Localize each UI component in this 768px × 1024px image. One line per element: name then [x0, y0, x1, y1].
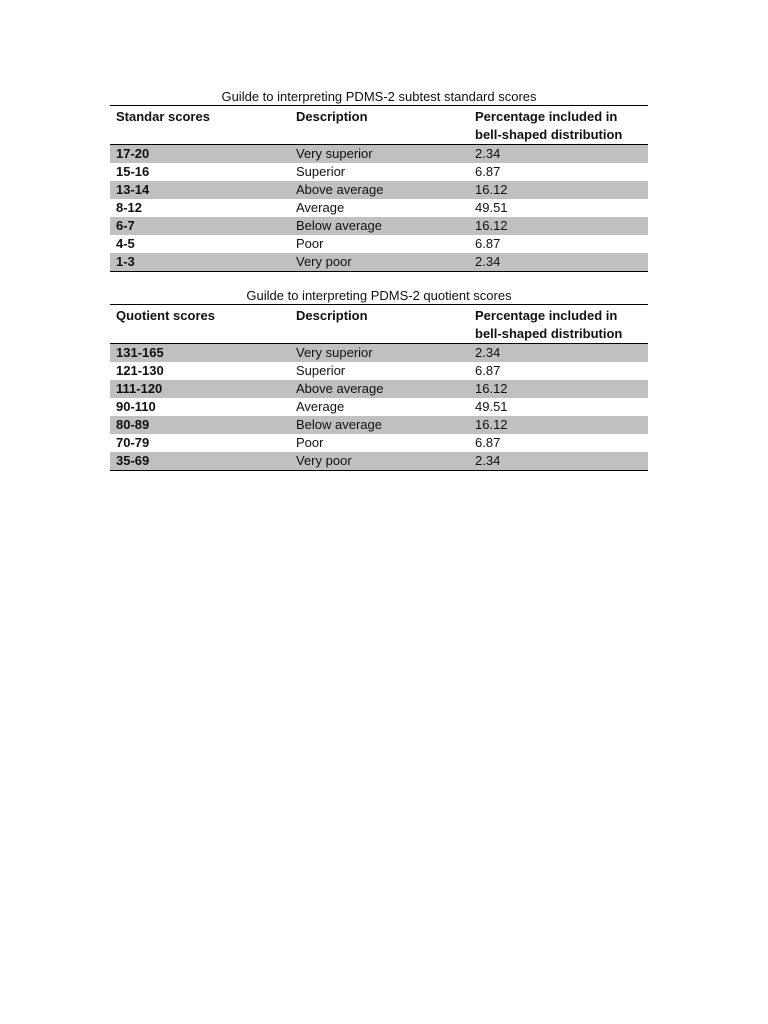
cell-percentage: 6.87: [475, 164, 501, 179]
table-row: [110, 416, 648, 434]
cell-percentage: 6.87: [475, 363, 501, 378]
table-row: [110, 452, 648, 471]
cell-description: Poor: [296, 435, 324, 450]
cell-scores: 15-16: [116, 164, 150, 179]
header-description: Description: [296, 109, 368, 124]
cell-description: Superior: [296, 164, 346, 179]
cell-description: Very superior: [296, 146, 373, 161]
cell-scores: 80-89: [116, 417, 150, 432]
cell-description: Poor: [296, 236, 324, 251]
table-row: [110, 362, 648, 380]
cell-scores: 6-7: [116, 218, 135, 233]
table-header-row: [110, 305, 648, 344]
table-caption: Guilde to interpreting PDMS-2 quotient scores: [246, 288, 512, 303]
cell-percentage: 6.87: [475, 435, 501, 450]
cell-description: Average: [296, 200, 345, 215]
cell-description: Above average: [296, 182, 384, 197]
cell-scores: 70-79: [116, 435, 150, 450]
cell-percentage: 2.34: [475, 453, 501, 468]
quotient-scores-table: [110, 304, 648, 471]
standard-scores-table-block: [110, 88, 648, 272]
cell-description: Below average: [296, 417, 382, 432]
cell-scores: 17-20: [116, 146, 150, 161]
table-row: [110, 163, 648, 181]
table-row: [110, 181, 648, 199]
cell-scores: 131-165: [116, 345, 164, 360]
cell-scores: 13-14: [116, 182, 150, 197]
table-row: [110, 434, 648, 452]
cell-description: Very poor: [296, 254, 352, 269]
cell-description: Very poor: [296, 453, 352, 468]
header-percentage: Percentage included in bell-shaped distribution: [475, 109, 623, 142]
cell-scores: 111-120: [116, 381, 163, 396]
header-scores: Quotient scores: [116, 308, 215, 323]
cell-percentage: 2.34: [475, 345, 501, 360]
table-row: [110, 253, 648, 272]
header-scores: Standar scores: [116, 109, 210, 124]
cell-percentage: 49.51: [475, 200, 508, 215]
header-description: Description: [296, 308, 368, 323]
cell-scores: 90-110: [116, 399, 156, 414]
standard-scores-table: [110, 105, 648, 272]
cell-description: Below average: [296, 218, 382, 233]
cell-percentage: 16.12: [475, 218, 508, 233]
table-row: [110, 344, 648, 363]
cell-description: Average: [296, 399, 345, 414]
table-row: [110, 217, 648, 235]
cell-description: Superior: [296, 363, 346, 378]
table-row: [110, 398, 648, 416]
table-row: [110, 199, 648, 217]
cell-percentage: 16.12: [475, 417, 508, 432]
cell-scores: 35-69: [116, 453, 150, 468]
cell-percentage: 6.87: [475, 236, 501, 251]
cell-description: Above average: [296, 381, 384, 396]
header-percentage: Percentage included in bell-shaped distribution: [475, 308, 623, 341]
table-row: [110, 380, 648, 398]
table-header-row: [110, 106, 648, 145]
table-caption: Guilde to interpreting PDMS-2 subtest standard scores: [221, 89, 537, 104]
cell-percentage: 2.34: [475, 146, 501, 161]
table-row: [110, 145, 648, 164]
cell-percentage: 2.34: [475, 254, 501, 269]
quotient-scores-table-block: [110, 287, 648, 471]
cell-scores: 121-130: [116, 363, 164, 378]
cell-description: Very superior: [296, 345, 373, 360]
cell-scores: 8-12: [116, 200, 143, 215]
cell-scores: 4-5: [116, 236, 135, 251]
cell-percentage: 49.51: [475, 399, 508, 414]
table-row: [110, 235, 648, 253]
cell-percentage: 16.12: [475, 182, 508, 197]
cell-scores: 1-3: [116, 254, 135, 269]
cell-percentage: 16.12: [475, 381, 508, 396]
